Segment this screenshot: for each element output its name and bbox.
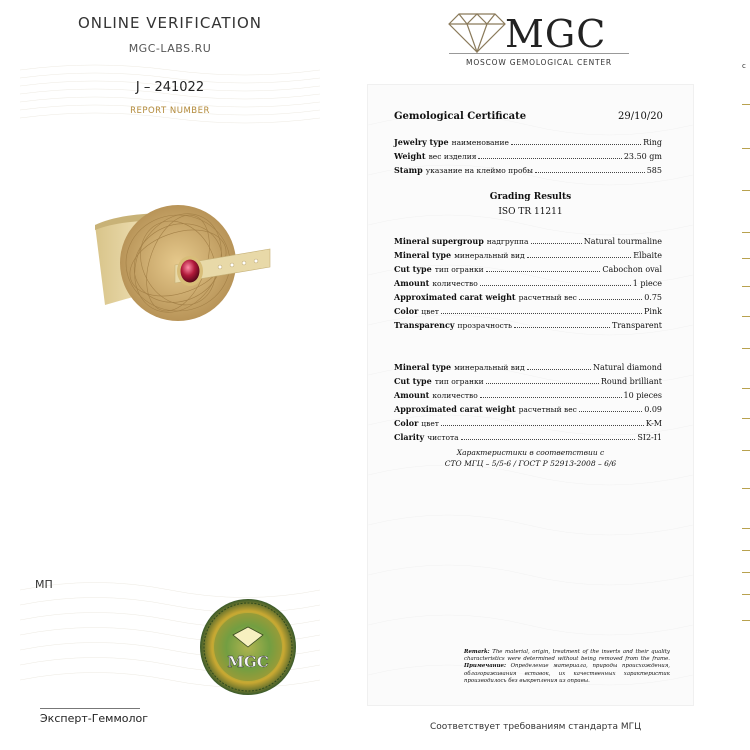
hologram-logo-text: MGC — [227, 653, 269, 671]
field-value: Elbaite — [633, 251, 662, 260]
online-verification-title: ONLINE VERIFICATION — [77, 14, 263, 32]
field-value: Cabochon oval — [602, 265, 662, 274]
field-key-ru: наименование — [451, 138, 509, 147]
edge-tick — [742, 348, 750, 349]
brand-subtitle: MOSCOW GEMOLOGICAL CENTER — [466, 58, 612, 67]
edge-tick — [742, 190, 750, 191]
field-key: Mineral supergroup — [394, 236, 484, 246]
stamp-placeholder-label: МП — [35, 578, 53, 591]
certificate-title: Gemological Certificate — [394, 111, 527, 122]
field-value: K-M — [645, 419, 662, 428]
verification-panel — [0, 0, 360, 750]
edge-tick — [742, 488, 750, 489]
field-key: Approximated carat weight — [394, 292, 516, 302]
field-key-ru: количество — [432, 391, 478, 400]
edge-tick — [742, 418, 750, 419]
report-number-label: REPORT NUMBER — [130, 106, 210, 116]
field-key-ru: надгруппа — [486, 237, 529, 246]
field-key: Stamp — [394, 165, 423, 175]
edge-tick — [742, 550, 750, 551]
grading-results-title: Grading Results — [489, 192, 572, 202]
edge-tick — [742, 232, 750, 233]
remark-text: The material, origin, treatment of the inserts and their quality characteristics were determined without being removed from the frame. — [464, 649, 670, 663]
field-value: SI2-I1 — [637, 433, 662, 442]
certificate-date: 29/10/20 — [618, 111, 663, 122]
field-key-ru: чистота — [427, 433, 459, 442]
field-value: Natural diamond — [593, 363, 662, 372]
hologram-seal — [198, 597, 298, 697]
verification-site-link[interactable]: MGC-LABS.RU — [128, 42, 212, 55]
edge-tick — [742, 594, 750, 595]
field-key-ru: минеральный вид — [454, 251, 525, 260]
field-key-ru: тип огранки — [434, 377, 484, 386]
field-key-ru: тип огранки — [434, 265, 484, 274]
field-row — [394, 165, 662, 178]
field-key: Color — [394, 306, 419, 316]
guilloche-pattern — [20, 60, 320, 130]
certificate-card — [367, 84, 694, 706]
field-value: 585 — [646, 166, 662, 175]
field-key-ru: количество — [432, 279, 478, 288]
field-key: Clarity — [394, 432, 425, 442]
field-key: Cut type — [394, 264, 432, 274]
field-value: Round brilliant — [600, 377, 662, 386]
standard-compliance-footer: Соответствует требованиям стандарта МГЦ — [430, 722, 642, 732]
ring-photo — [80, 185, 280, 335]
expert-signature-label: Эксперт-Геммолог — [40, 712, 149, 725]
field-key: Color — [394, 418, 419, 428]
field-value: Ring — [643, 138, 662, 147]
note-label: Примечание: — [464, 663, 506, 670]
mineral-row — [394, 306, 662, 319]
mineral-row — [394, 250, 662, 263]
edge-tick — [742, 528, 750, 529]
certificate-panel — [367, 0, 750, 750]
field-value: 10 pieces — [623, 391, 662, 400]
field-key-ru: минеральный вид — [454, 363, 525, 372]
field-value: 0.09 — [644, 405, 662, 414]
edge-tick — [742, 316, 750, 317]
mineral-row — [394, 432, 662, 445]
field-value: 23.50 gm — [623, 152, 662, 161]
edge-tick — [742, 148, 750, 149]
field-key: Approximated carat weight — [394, 404, 516, 414]
edge-tick — [742, 572, 750, 573]
field-row — [394, 137, 662, 150]
field-key: Mineral type — [394, 362, 452, 372]
mineral-row — [394, 418, 662, 431]
mineral-row — [394, 264, 662, 277]
report-number: J – 241022 — [135, 80, 205, 95]
brand-logo-text: MGC — [505, 12, 607, 56]
mineral-row — [394, 376, 662, 389]
mineral-row — [394, 404, 662, 417]
mineral-row — [394, 236, 662, 249]
edge-tick — [742, 258, 750, 259]
field-key: Amount — [394, 390, 430, 400]
edge-strip-letter: c — [742, 62, 746, 70]
field-key: Mineral type — [394, 250, 452, 260]
edge-tick — [742, 450, 750, 451]
field-value: Natural tourmaline — [583, 237, 662, 246]
field-key: Weight — [394, 151, 426, 161]
field-key-ru: цвет — [421, 419, 439, 428]
characteristics-note: Характеристики в соответствии с — [456, 448, 605, 457]
logo-divider — [449, 53, 629, 54]
edge-tick — [742, 104, 750, 105]
edge-tick — [742, 388, 750, 389]
field-key-ru: вес изделия — [428, 152, 477, 161]
edge-tick — [742, 286, 750, 287]
field-key: Amount — [394, 278, 430, 288]
field-key-ru: расчетный вес — [518, 405, 577, 414]
field-value: 1 piece — [632, 279, 662, 288]
field-key-ru: расчетный вес — [518, 293, 577, 302]
field-key: Jewelry type — [394, 137, 449, 147]
remark-block — [464, 649, 670, 685]
grading-standard: ISO TR 11211 — [498, 207, 563, 217]
field-value: Pink — [644, 307, 662, 316]
mineral-row — [394, 362, 662, 375]
edge-tick — [742, 620, 750, 621]
mineral-row — [394, 320, 662, 333]
field-key-ru: прозрачность — [457, 321, 513, 330]
field-key-ru: цвет — [421, 307, 439, 316]
field-value: 0.75 — [644, 293, 662, 302]
field-key: Cut type — [394, 376, 432, 386]
mineral-row — [394, 278, 662, 291]
characteristics-standard: СТО МГЦ – 5/5-6 / ГОСТ Р 52913-2008 – 6/6 — [444, 459, 617, 468]
field-key: Transparency — [394, 320, 455, 330]
remark-label: Remark: — [464, 649, 490, 655]
mineral-row — [394, 390, 662, 403]
field-value: Transparent — [611, 321, 662, 330]
field-key-ru: указание на клеймо пробы — [425, 166, 533, 175]
mineral-row — [394, 292, 662, 305]
field-row — [394, 151, 662, 164]
signature-line — [40, 708, 140, 709]
note-text: Определение материала, природы происхождения, облагораживания вставок, их качественных характеристик производилось без выкрепления из оправы. — [464, 663, 671, 684]
